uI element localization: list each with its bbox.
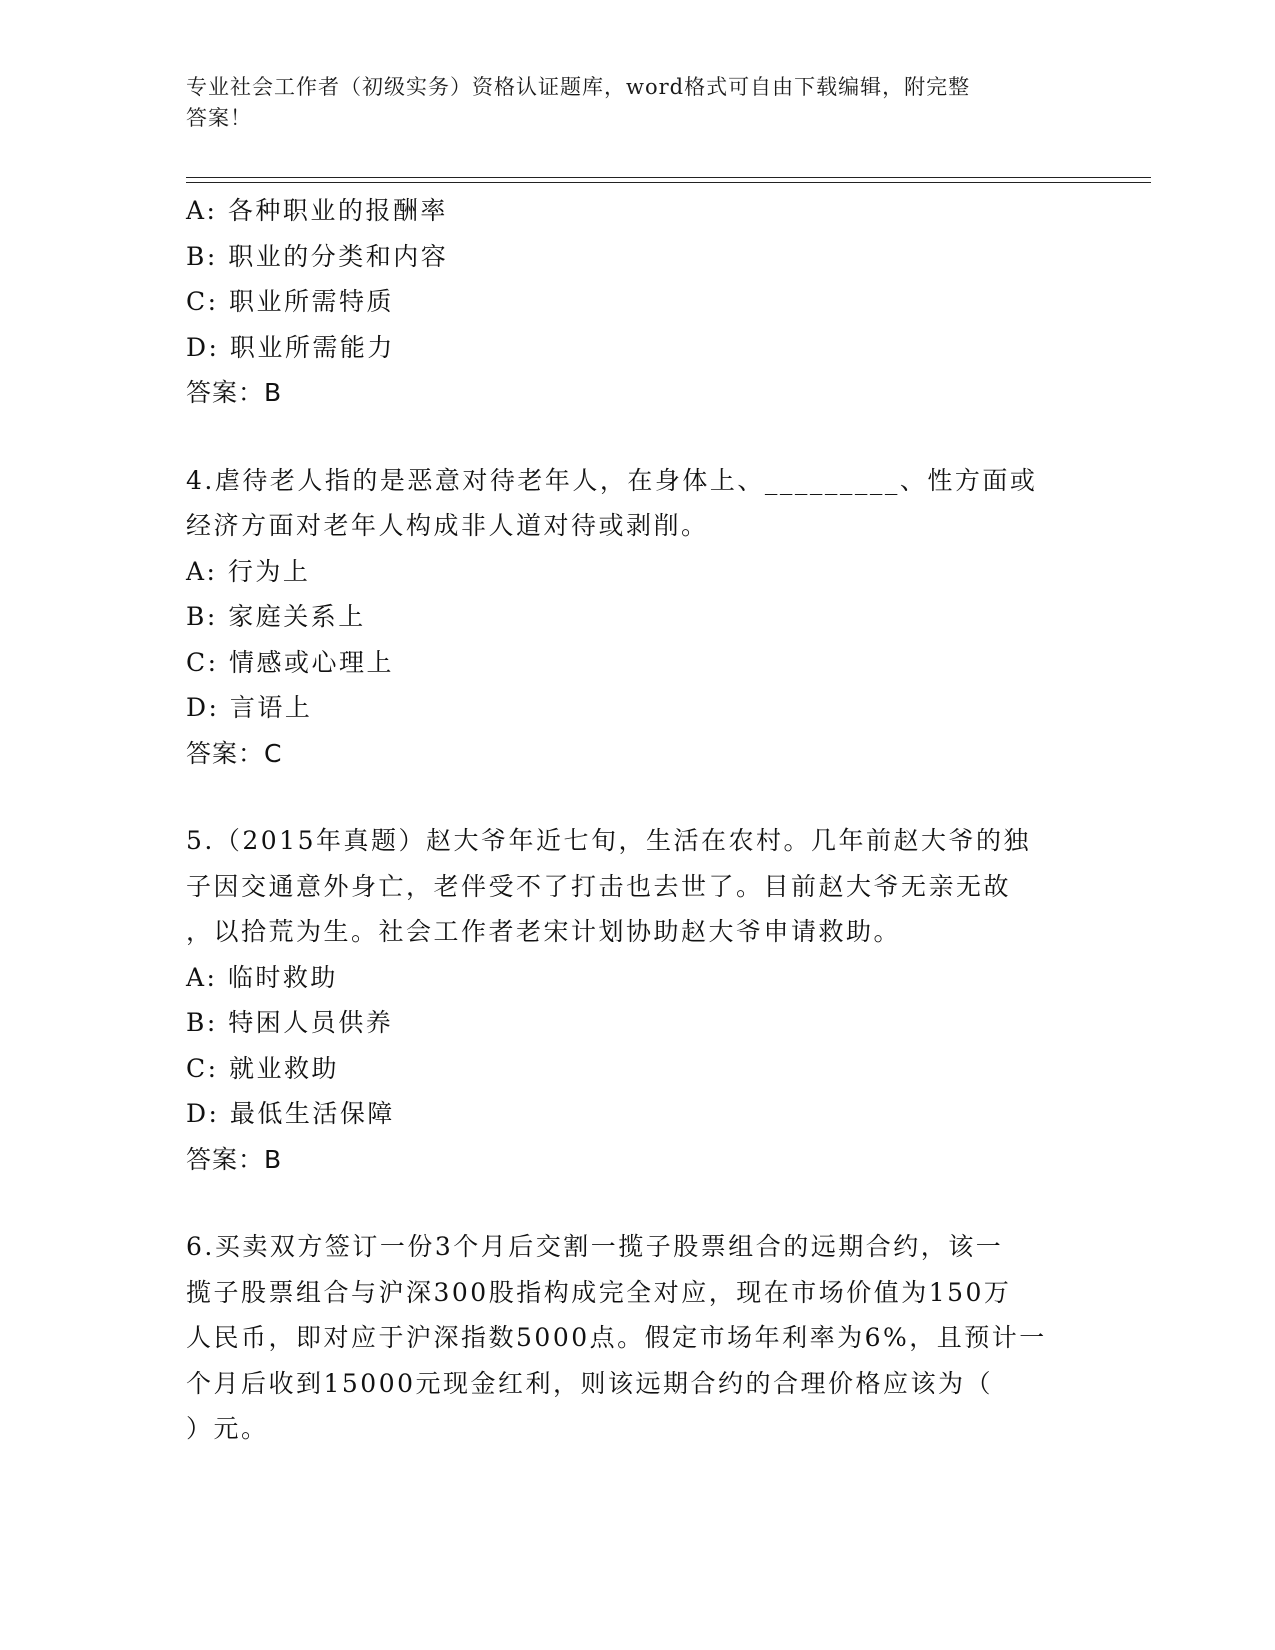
question-stem-line: 人民币，即对应于沪深指数5000点。假定市场年利率为6%，且预计一 [186,1323,1047,1352]
option-b: B: 特困人员供养 [186,1008,394,1037]
header-divider [186,177,1151,183]
question-5 [186,818,1086,1182]
question-list [186,188,1086,1452]
question-6 [186,1224,1086,1452]
question-4 [186,458,1086,777]
question-stem-line: 个月后收到15000元现金红利，则该远期合约的合理价格应该为（ [186,1368,994,1398]
question-3 [186,188,1086,416]
header-line-2: 答案！ [186,106,252,130]
question-stem-line: 揽子股票组合与沪深300股指构成完全对应，现在市场价值为150万 [186,1277,1012,1307]
option-b: B: 家庭关系上 [186,602,366,631]
option-c: C: 情感或心理上 [186,647,394,677]
question-stem-line: ，以拾荒为生。社会工作者老宋计划协助赵大爷申请救助。 [186,917,902,946]
answer: 答案：C [186,738,283,768]
option-a: A: 临时救助 [186,962,338,992]
question-stem-line: 5.（2015年真题）赵大爷年近七旬，生活在农村。几年前赵大爷的独 [186,826,1031,855]
document-header [186,72,1066,134]
option-a: A: 各种职业的报酬率 [186,196,448,225]
question-stem-line: 4.虐待老人指的是恶意对待老年人，在身体上、_________、性方面或 [186,465,1038,495]
option-d: D: 职业所需能力 [186,332,395,362]
answer: 答案：B [186,1144,283,1174]
question-stem-line: ）元。 [186,1414,269,1443]
option-d: D: 言语上 [186,693,313,722]
option-c: C: 职业所需特质 [186,287,394,316]
answer: 答案：B [186,378,283,407]
question-stem-line: 经济方面对老年人构成非人道对待或剥削。 [186,511,709,540]
option-c: C: 就业救助 [186,1053,339,1083]
header-line-1: 专业社会工作者（初级实务）资格认证题库，word格式可自由下载编辑，附完整 [186,75,971,99]
question-stem-line: 子因交通意外身亡，老伴受不了打击也去世了。目前赵大爷无亲无故 [186,871,1012,901]
option-a: A: 行为上 [186,556,311,586]
option-b: B: 职业的分类和内容 [186,241,449,271]
question-stem-line: 6.买卖双方签订一份3个月后交割一揽子股票组合的远期合约，该一 [186,1232,1004,1261]
option-d: D: 最低生活保障 [186,1099,395,1128]
